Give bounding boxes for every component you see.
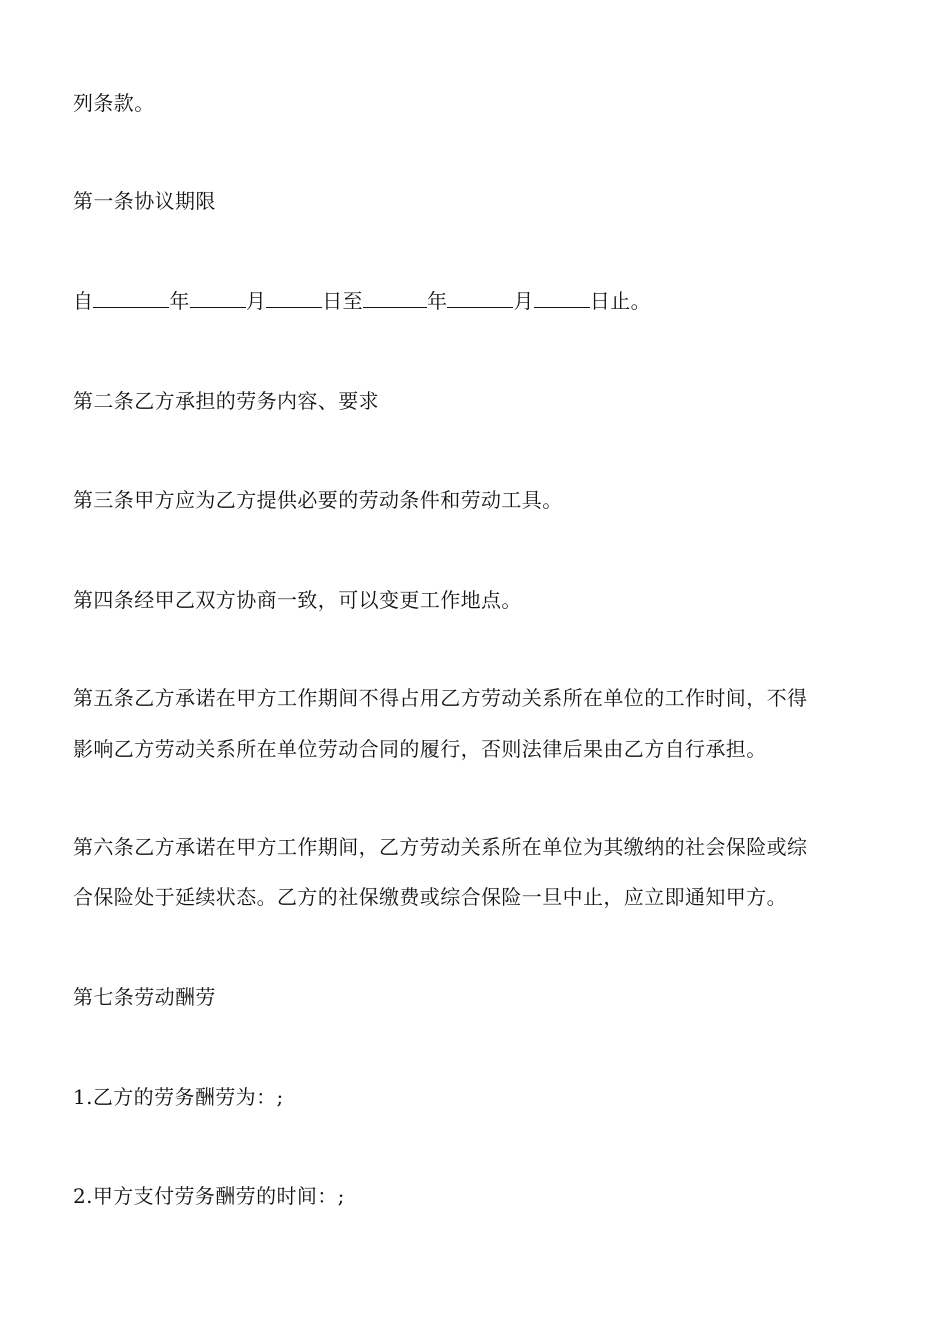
paragraph-article-3: 第三条甲方应为乙方提供必要的劳动条件和劳动工具。: [73, 488, 563, 512]
list-item-2: 2.甲方支付劳务酬劳的时间：;: [73, 1184, 345, 1208]
heading-article-1: 第一条协议期限: [73, 189, 216, 213]
text-year-2: 年: [427, 289, 448, 313]
blank-start-day: [266, 289, 322, 308]
paragraph-term-dates: [73, 289, 651, 313]
text-month-2: 月: [513, 289, 534, 313]
blank-end-month: [447, 289, 513, 308]
paragraph-article-6-line-2: 合保险处于延续状态。乙方的社保缴费或综合保险一旦中止，应立即通知甲方。: [73, 885, 787, 909]
text-day-to: 日至: [322, 289, 364, 313]
text-year-1: 年: [169, 289, 190, 313]
list-item-1: 1.乙方的劳务酬劳为：;: [73, 1085, 284, 1109]
blank-start-year: [93, 289, 169, 308]
heading-article-7: 第七条劳动酬劳: [73, 985, 216, 1009]
heading-article-2: 第二条乙方承担的劳务内容、要求: [73, 389, 379, 413]
paragraph-article-5-line-2: 影响乙方劳动关系所在单位劳动合同的履行，否则法律后果由乙方自行承担。: [73, 737, 767, 761]
text-day-end: 日止。: [589, 289, 652, 313]
paragraph-article-4: 第四条经甲乙双方协商一致，可以变更工作地点。: [73, 588, 522, 612]
blank-start-month: [190, 289, 246, 308]
paragraph-clause-continuation: 列条款。: [73, 91, 155, 115]
paragraph-article-5-line-1: 第五条乙方承诺在甲方工作期间不得占用乙方劳动关系所在单位的工作时间，不得: [73, 686, 808, 710]
blank-end-year: [363, 289, 427, 308]
paragraph-article-6-line-1: 第六条乙方承诺在甲方工作期间，乙方劳动关系所在单位为其缴纳的社会保险或综: [73, 835, 808, 859]
blank-end-day: [534, 289, 590, 308]
text-month-1: 月: [245, 289, 267, 313]
text-from: 自: [73, 289, 94, 313]
